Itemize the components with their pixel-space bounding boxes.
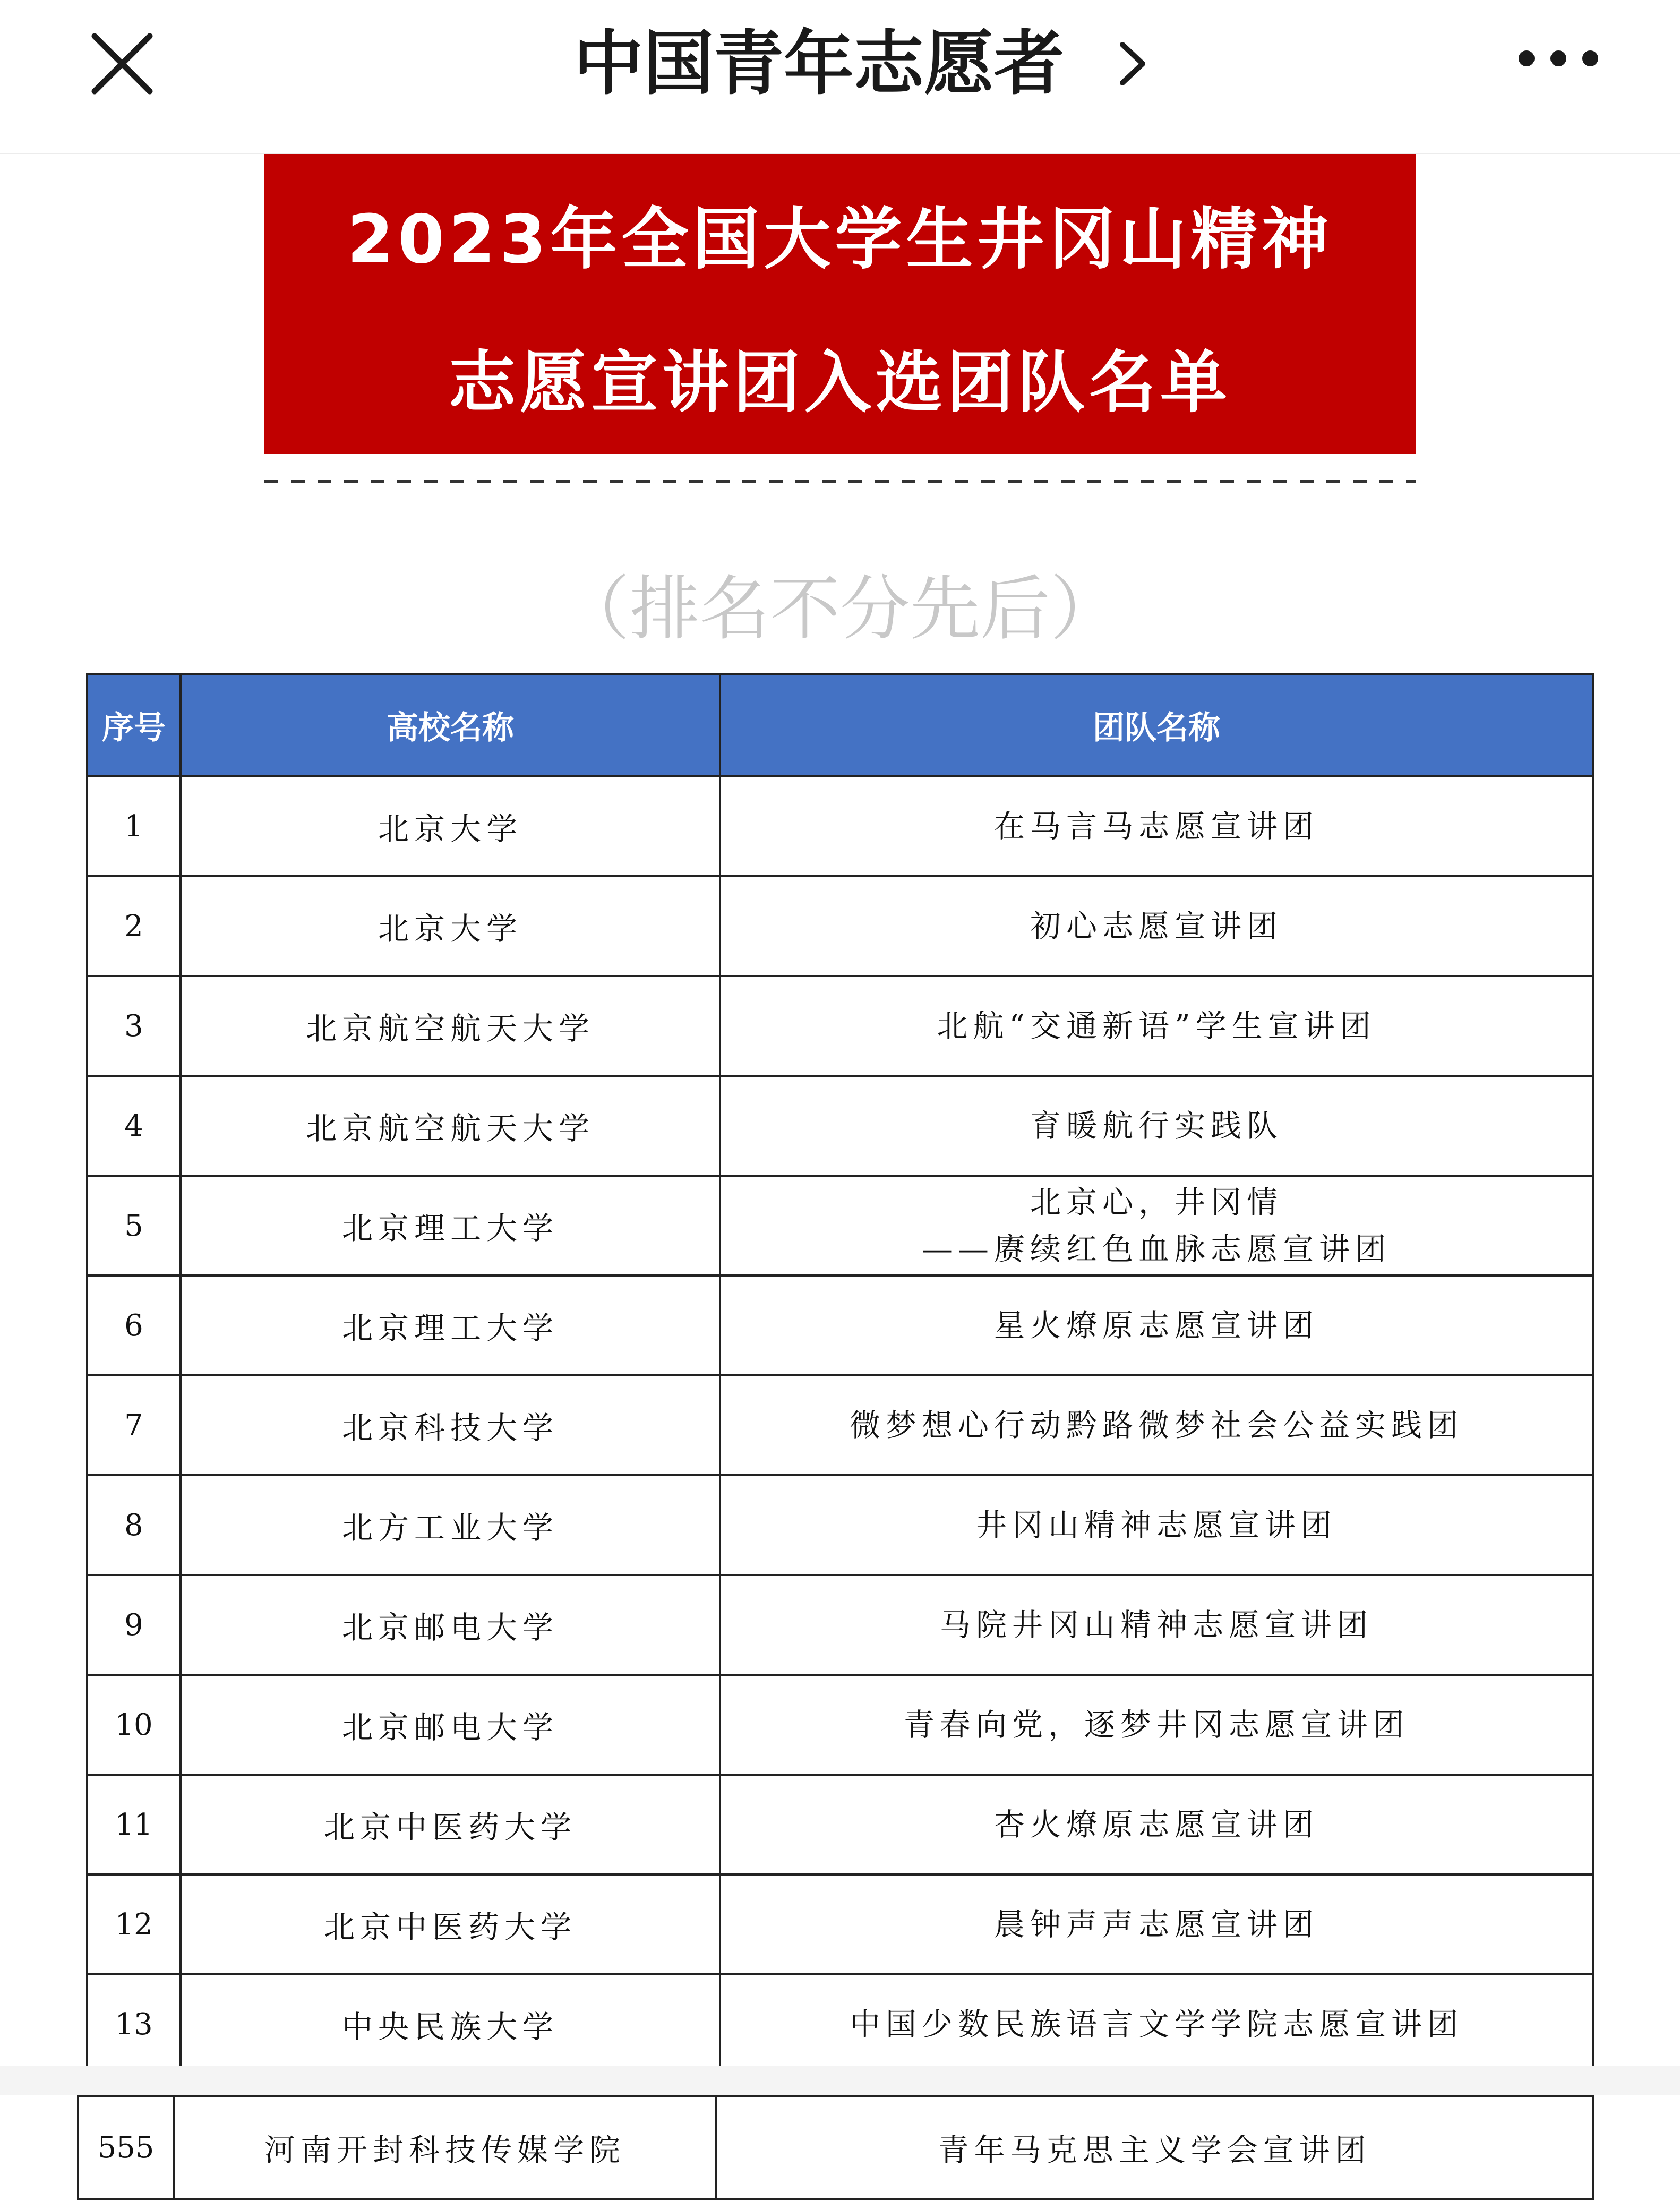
subtitle-note: （排名不分先后） bbox=[560, 568, 1120, 650]
table-row bbox=[87, 1275, 1593, 1375]
row-team bbox=[720, 1475, 1593, 1575]
screenshot-splice-gap bbox=[0, 2066, 1680, 2095]
row-team bbox=[720, 776, 1593, 876]
table-row bbox=[87, 1176, 1593, 1275]
row-index: 12 bbox=[87, 1874, 181, 1974]
row-team bbox=[720, 1176, 1593, 1275]
row-index: 9 bbox=[87, 1575, 181, 1675]
row-team-line: 井冈山精神志愿宣讲团 bbox=[975, 1507, 1337, 1543]
row-index: 5 bbox=[87, 1176, 181, 1275]
row-school: 北京大学 bbox=[181, 776, 720, 876]
row-team-line: 青春向党，逐梦井冈志愿宣讲团 bbox=[903, 1707, 1409, 1743]
row-team-line: ——赓续红色血脉志愿宣讲团 bbox=[921, 1231, 1391, 1267]
row-school: 河南开封科技传媒学院 bbox=[174, 2096, 716, 2199]
row-index: 4 bbox=[87, 1076, 181, 1176]
row-team-line: 微梦想心行动黔路微梦社会公益实践团 bbox=[849, 1407, 1463, 1443]
banner-title-line-1: 2023年全国大学生井冈山精神 bbox=[347, 200, 1333, 278]
row-school: 北京中医药大学 bbox=[181, 1775, 720, 1874]
row-school: 北京航空航天大学 bbox=[181, 1076, 720, 1176]
chevron-right-icon[interactable] bbox=[1115, 37, 1152, 90]
row-team bbox=[720, 876, 1593, 976]
title-banner bbox=[264, 154, 1416, 454]
header-team: 团队名称 bbox=[720, 674, 1593, 776]
row-index: 8 bbox=[87, 1475, 181, 1575]
row-school: 北京理工大学 bbox=[181, 1275, 720, 1375]
row-index: 1 bbox=[87, 776, 181, 876]
table-row bbox=[87, 1076, 1593, 1176]
row-index: 3 bbox=[87, 976, 181, 1076]
row-team bbox=[720, 1575, 1593, 1675]
table-row bbox=[87, 1575, 1593, 1675]
table-row bbox=[87, 1775, 1593, 1874]
account-title[interactable]: 中国青年志愿者 bbox=[573, 23, 1064, 105]
row-school: 北京中医药大学 bbox=[181, 1874, 720, 1974]
row-team-line: 晨钟声声志愿宣讲团 bbox=[993, 1906, 1319, 1942]
banner-title-line-2: 志愿宣讲团入选团队名单 bbox=[449, 344, 1231, 422]
row-team bbox=[720, 1775, 1593, 1874]
row-team bbox=[720, 1076, 1593, 1176]
table-row bbox=[87, 776, 1593, 876]
row-team bbox=[720, 1675, 1593, 1775]
row-team bbox=[720, 1974, 1593, 2074]
row-team bbox=[720, 1375, 1593, 1475]
row-team bbox=[720, 976, 1593, 1076]
row-team-line: 育暖航行实践队 bbox=[1030, 1108, 1283, 1144]
row-team-line: 北京心，井冈情 bbox=[1030, 1184, 1283, 1220]
team-list-table bbox=[86, 673, 1594, 2075]
dashed-divider bbox=[264, 479, 1416, 484]
row-index: 7 bbox=[87, 1375, 181, 1475]
row-index: 11 bbox=[87, 1775, 181, 1874]
row-index: 555 bbox=[78, 2096, 174, 2199]
row-team-line: 星火燎原志愿宣讲团 bbox=[993, 1307, 1319, 1343]
top-navigation-bar bbox=[0, 0, 1680, 154]
table-row bbox=[87, 1475, 1593, 1575]
table-row bbox=[87, 1874, 1593, 1974]
row-team-line: 马院井冈山精神志愿宣讲团 bbox=[939, 1607, 1373, 1643]
row-team-line: 杏火燎原志愿宣讲团 bbox=[993, 1806, 1319, 1843]
header-index: 序号 bbox=[87, 674, 181, 776]
table-row bbox=[87, 1375, 1593, 1475]
row-school: 北京理工大学 bbox=[181, 1176, 720, 1275]
table-row bbox=[87, 1974, 1593, 2074]
table-row bbox=[87, 1675, 1593, 1775]
row-team-line: 北航“交通新语”学生宣讲团 bbox=[937, 1008, 1376, 1044]
table-row bbox=[87, 876, 1593, 976]
row-index: 13 bbox=[87, 1974, 181, 2074]
table-row bbox=[87, 976, 1593, 1076]
row-team-line: 中国少数民族语言文学学院志愿宣讲团 bbox=[849, 2006, 1463, 2042]
table-row bbox=[78, 2096, 1593, 2199]
row-team-line: 在马言马志愿宣讲团 bbox=[993, 808, 1319, 844]
close-icon[interactable] bbox=[85, 27, 159, 101]
row-team bbox=[720, 1275, 1593, 1375]
row-school: 北京科技大学 bbox=[181, 1375, 720, 1475]
row-school: 北京航空航天大学 bbox=[181, 976, 720, 1076]
row-school: 北京邮电大学 bbox=[181, 1575, 720, 1675]
row-school: 北京大学 bbox=[181, 876, 720, 976]
row-index: 10 bbox=[87, 1675, 181, 1775]
row-team bbox=[720, 1874, 1593, 1974]
row-school: 中央民族大学 bbox=[181, 1974, 720, 2074]
row-school: 北京邮电大学 bbox=[181, 1675, 720, 1775]
row-school: 北方工业大学 bbox=[181, 1475, 720, 1575]
more-icon[interactable] bbox=[1513, 42, 1604, 74]
row-team: 青年马克思主义学会宣讲团 bbox=[716, 2096, 1593, 2199]
table-header-row bbox=[87, 674, 1593, 776]
team-list-table-continued bbox=[77, 2095, 1594, 2200]
header-school: 高校名称 bbox=[181, 674, 720, 776]
row-index: 6 bbox=[87, 1275, 181, 1375]
row-team-line: 初心志愿宣讲团 bbox=[1030, 908, 1283, 944]
row-index: 2 bbox=[87, 876, 181, 976]
